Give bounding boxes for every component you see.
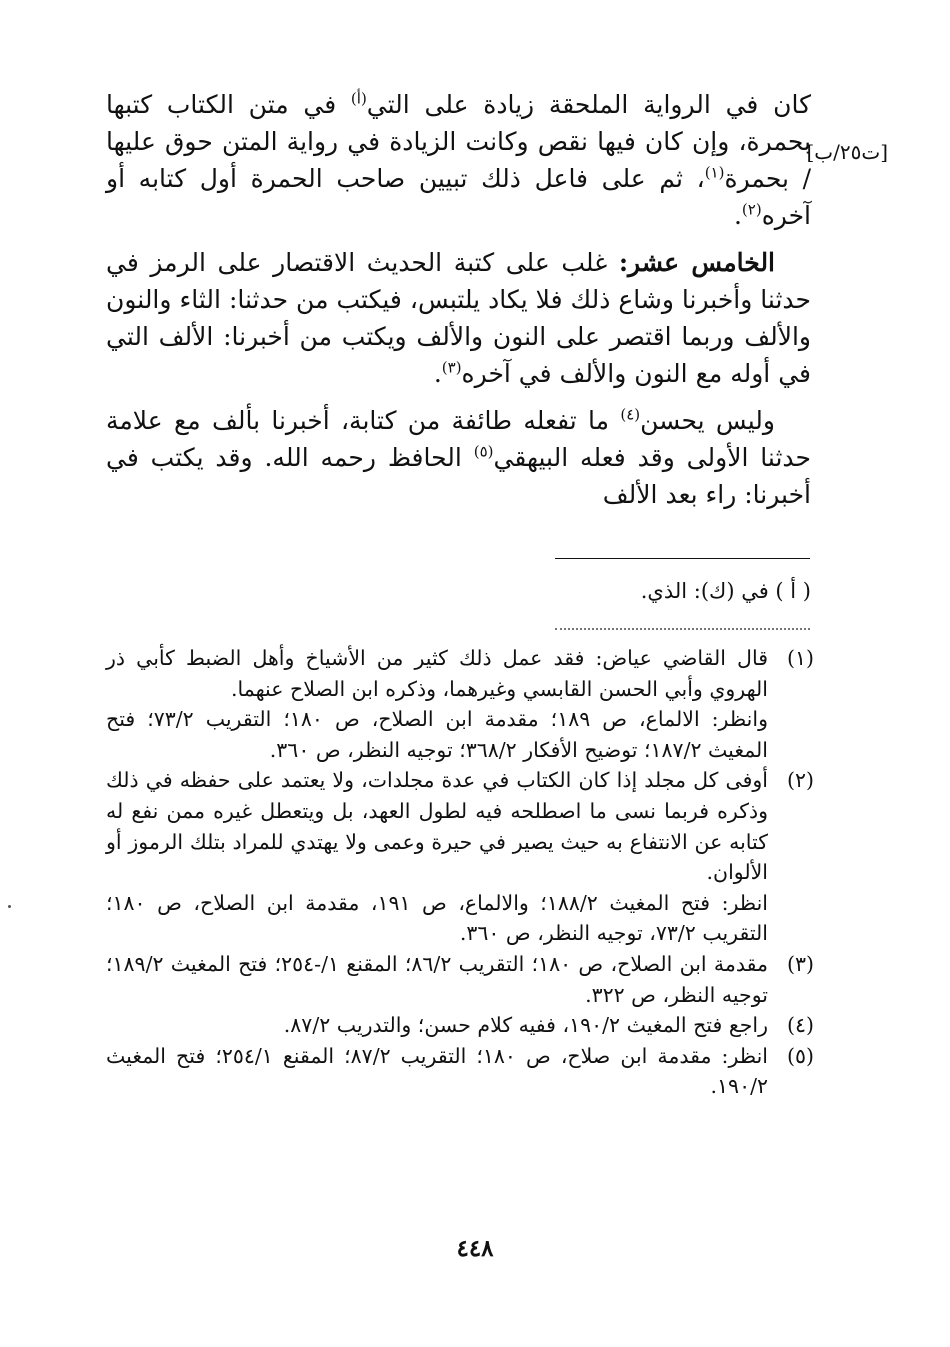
paragraph-1	[106, 86, 811, 234]
paragraph-3	[106, 402, 811, 513]
footnote-1	[106, 643, 814, 765]
text-run: ما تفعله طائفة من كتابة، أخبرنا بألف مع علامة حدثنا الأولى وقد فعله البيهقي	[106, 406, 811, 472]
footnote-ref: (٢)	[741, 200, 762, 219]
variant-note: ( أ ) في (ك): الذي.	[640, 579, 811, 603]
footnote-line: وانظر: الالماع، ص ١٨٩؛ مقدمة ابن الصلاح، ص ١٨٠؛ التقريب ٧٣/٢؛ فتح المغيث ١٨٧/٢؛ توضيح الأفكار ٣٦٨/٢؛ توجيه النظر، ص ٣٦٠.	[106, 707, 768, 762]
footnote-5	[106, 1041, 814, 1102]
footnote-number: (١)	[786, 646, 814, 670]
footnote-number: (٢)	[786, 768, 814, 793]
footnote-ref: (٣)	[441, 358, 462, 377]
scan-speck	[8, 905, 11, 908]
margin-folio-note: [ت٢٥/ب]	[806, 140, 888, 164]
text-run: غلب على كتبة الحديث الاقتصار على الرمز في حدثنا وأخبرنا وشاع ذلك فلا يكاد يلتبس، فيكتب من حدثنا: الثاء والنون والألف وربما اقتصر على النون والألف ويكتب من أخبرنا: الألف التي في أوله مع النون والألف في آخره	[106, 248, 811, 388]
text-run: .	[733, 201, 742, 230]
footnote-line: انظر: فتح المغيث ١٨٨/٢؛ والالماع، ص ١٩١، مقدمة ابن الصلاح، ص ١٨٠؛ التقريب ٧٣/٢، توجيه النظر، ص ٣٦٠.	[106, 890, 768, 946]
page-number: ٤٤٨	[456, 1235, 494, 1262]
footnote-separator	[555, 558, 810, 559]
footnote-line: أوفى كل مجلد إذا كان الكتاب في عدة مجلدات، ولا يعتمد على حفظه في ذلك وذكره فربما نسى ما اصطلحه فيه لطول العهد، بل ويتعطل غيره ممن نفع له كتابه عن الانتفاع به حيث يصير في حيرة وعمى ولا يهتدي للمراد بتلك الرموز أو الألوان.	[106, 768, 768, 885]
text-run: الحافظ رحمه الله. وقد يكتب في أخبرنا: راء بعد الألف	[106, 443, 811, 509]
footnote-ref: (١)	[704, 163, 725, 182]
footnote-ref: (٤)	[620, 405, 641, 424]
text-run: في متن الكتاب كتبها بحمرة، وإن كان فيها نقص وكانت الزيادة في رواية المتن حوق عليها / بحمرة	[106, 90, 811, 193]
paragraph-2	[106, 244, 811, 392]
footnote-number: (٥)	[786, 1043, 814, 1068]
footnotes	[106, 643, 814, 1102]
variant-marker: (أ)	[350, 89, 367, 108]
section-heading: الخامس عشر:	[618, 248, 776, 277]
footnote-number: (٤)	[786, 1013, 814, 1038]
text-run: كان في الرواية الملحقة زيادة على التي	[366, 90, 811, 119]
main-text	[106, 86, 811, 523]
footnote-line: مقدمة ابن الصلاح، ص ١٨٠؛ التقريب ٨٦/٢؛ المقنع ١/-٢٥٤؛ فتح المغيث ١٨٩/٢؛ توجيه النظر، ص ٣٢٢.	[106, 951, 768, 1007]
text-run: وليس يحسن	[640, 406, 775, 435]
text-run: .	[433, 359, 442, 388]
text-run: ، ثم على فاعل ذلك تبيين صاحب الحمرة أول كتابه أو آخره	[106, 164, 811, 230]
footnote-line: راجع فتح المغيث ١٩٠/٢، ففيه كلام حسن؛ والتدريب ٨٧/٢.	[283, 1013, 768, 1038]
footnote-line: انظر: مقدمة ابن صلاح، ص ١٨٠؛ التقريب ٨٧/٢؛ المقنع ٢٥٤/١؛ فتح المغيث ١٩٠/٢.	[106, 1043, 768, 1099]
dotted-separator	[555, 628, 810, 630]
footnote-2	[106, 765, 814, 949]
footnote-number: (٣)	[786, 951, 814, 976]
footnote-4	[106, 1010, 814, 1041]
footnote-3	[106, 949, 814, 1010]
footnote-line: قال القاضي عياض: فقد عمل ذلك كثير من الأشياخ وأهل الضبط كأبي ذر الهروي وأبي الحسن القابسي وغيرهما، وذكره ابن الصلاح عنهما.	[106, 646, 768, 701]
footnote-ref: (٥)	[473, 442, 494, 461]
